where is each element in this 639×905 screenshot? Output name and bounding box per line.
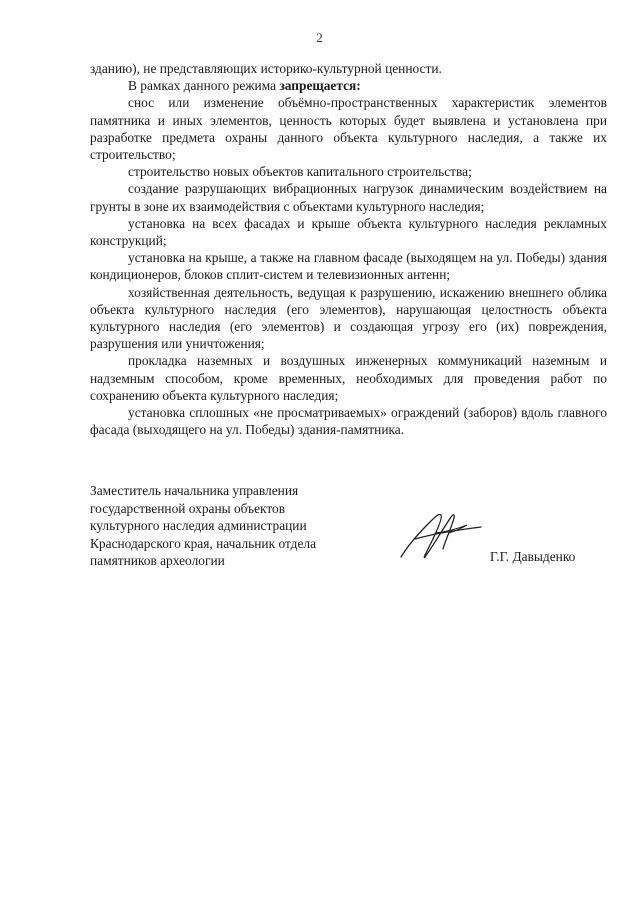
- signatory-title-line: Краснодарского края, начальник отдела: [90, 535, 317, 551]
- prohibition-item: создание разрушающих вибрационных нагрузок динамическим воздействием на грунты в зоне их взаимодействия с объектами культурного наследия;: [90, 181, 607, 214]
- prohibition-item: хозяйственная деятельность, ведущая к разрушению, искажению внешнего облика объекта культурного наследия (его элементов), нарушающая целостность объекта культурного наследия (его элементов) и создающая угрозу его (их) повреждения, разрушения или уничтожения;: [90, 284, 607, 352]
- prohibition-item: установка на крыше, а также на главном фасаде (выходящем на ул. Победы) здания кондиционеров, блоков сплит-систем и телевизионных антенн;: [90, 250, 607, 283]
- signer-name: Г.Г. Давыденко: [490, 549, 576, 564]
- prohibition-item: строительство новых объектов капитального строительства;: [128, 164, 472, 180]
- prohibition-item: прокладка наземных и воздушных инженерных коммуникаций наземным и надземным способом, кроме временных, необходимых для проведения работ по сохранению объекта культурного наследия;: [90, 353, 607, 403]
- signatory-title-line: культурного наследия администрации: [90, 518, 307, 534]
- regime-intro-text: В рамках данного режима: [128, 78, 280, 94]
- prohibition-item: установка сплошных «не просматриваемых» ограждений (заборов) вдоль главного фасада (выходящего на ул. Победы) здания-памятника.: [90, 405, 607, 438]
- signatory-title: [90, 482, 340, 570]
- prohibition-item: снос или изменение объёмно-пространственных характеристик элементов памятника и иных элементов, ценность которых будет выявлена и установлена при разработке предмета охраны данного объекта культурного наследия, а также их строительство;: [90, 95, 607, 163]
- prohibition-item: установка на всех фасадах и крыше объекта культурного наследия рекламных конструкций;: [90, 215, 607, 249]
- signatory-title-line: государственной охраны объектов: [90, 500, 286, 516]
- signatory-title-line: памятников археологии: [90, 553, 225, 569]
- document-body: [90, 60, 607, 438]
- signatory-title-line: Заместитель начальника управления: [90, 483, 299, 498]
- paragraph-continuation: зданию), не представляющих историко-культурной ценности.: [90, 61, 442, 76]
- prohibited-heading: запрещается:: [279, 78, 361, 94]
- paragraph-regime-intro: [90, 77, 607, 94]
- handwritten-signature: [395, 505, 485, 565]
- page-number: 2: [316, 30, 323, 45]
